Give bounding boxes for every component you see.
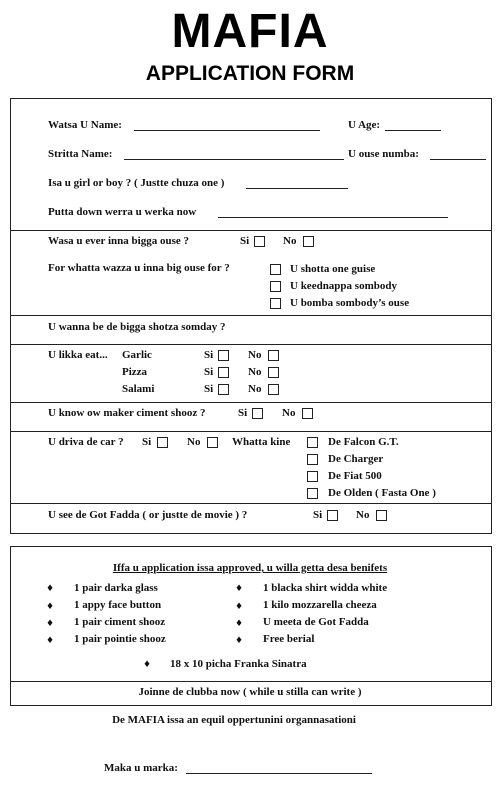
street-label: Stritta Name: — [48, 148, 113, 160]
bullet-icon: ♦ — [235, 619, 244, 629]
join-text: Joinne de clubba now ( while u stilla can write ) — [138, 686, 362, 698]
shoes-question: U know ow maker ciment shooz ? — [48, 407, 206, 419]
section-divider — [10, 344, 492, 345]
food-no-checkbox[interactable] — [268, 384, 279, 395]
age-label: U Age: — [348, 119, 381, 131]
car-kind-label: Whatta kine — [232, 436, 291, 448]
section-divider — [10, 230, 492, 231]
name-label: Watsa U Name: — [48, 119, 122, 131]
street-field[interactable] — [124, 159, 344, 160]
car-question: U driva de car ? — [48, 436, 124, 448]
benefit-item: 18 x 10 picha Franka Sinatra — [170, 658, 307, 670]
shoes-no-checkbox[interactable] — [302, 408, 313, 419]
godfather-question: U see de Got Fadda ( or justte de movie ) ? — [48, 509, 248, 521]
benefit-item: Free berial — [263, 633, 315, 645]
food-yes-checkbox[interactable] — [218, 384, 229, 395]
food-item: Pizza — [122, 366, 148, 378]
age-field[interactable] — [385, 130, 441, 131]
section-divider — [10, 503, 492, 504]
house-number-label: U ouse numba: — [348, 148, 419, 160]
food-yes-checkbox[interactable] — [218, 350, 229, 361]
benefit-item: U meeta de Got Fadda — [263, 616, 369, 628]
reason-label: U bomba sombody’s ouse — [290, 297, 410, 309]
no-label: No — [248, 366, 262, 378]
car-no-checkbox[interactable] — [207, 437, 218, 448]
yes-label: Si — [240, 235, 250, 247]
food-label: U likka eat... — [48, 349, 108, 361]
work-label: Putta down werra u werka now — [48, 206, 197, 218]
reason-label: U keednappa sombody — [290, 280, 397, 292]
gender-field[interactable] — [246, 188, 348, 189]
yes-label: Si — [142, 436, 152, 448]
car-kind-checkbox[interactable] — [307, 437, 318, 448]
reason-checkbox[interactable] — [270, 281, 281, 292]
shoes-yes-checkbox[interactable] — [252, 408, 263, 419]
no-label: No — [282, 407, 296, 419]
bullet-icon: ♦ — [46, 636, 55, 646]
benefit-item: 1 blacka shirt widda white — [263, 582, 388, 594]
bullet-icon: ♦ — [235, 602, 244, 612]
no-label: No — [248, 383, 262, 395]
bullet-icon: ♦ — [46, 619, 55, 629]
yes-label: Si — [238, 407, 248, 419]
godfather-no-checkbox[interactable] — [376, 510, 387, 521]
benefit-item: 1 pair ciment shooz — [74, 616, 166, 628]
food-item: Garlic — [122, 349, 152, 361]
section-divider — [10, 315, 492, 316]
reason-checkbox[interactable] — [270, 298, 281, 309]
mark-label: Maka u marka: — [104, 762, 178, 774]
section-divider — [10, 681, 492, 682]
prison-question: Wasa u ever inna bigga ouse ? — [48, 235, 189, 247]
food-yes-checkbox[interactable] — [218, 367, 229, 378]
equal-opportunity-text: De MAFIA issa an equil oppertunini organnasationi — [112, 714, 356, 726]
car-kind-checkbox[interactable] — [307, 454, 318, 465]
reason-label: U shotta one guise — [290, 263, 376, 275]
bullet-icon: ♦ — [46, 584, 55, 594]
form-main-box — [10, 98, 492, 534]
section-divider — [10, 402, 492, 403]
benefits-heading: Iffa u application issa approved, u willa getta desa benifets — [112, 562, 388, 574]
page-title: MAFIA — [171, 5, 329, 58]
benefit-item: 1 kilo mozzarella cheeza — [263, 599, 377, 611]
benefit-item: 1 appy face button — [74, 599, 162, 611]
yes-label: Si — [313, 509, 323, 521]
prison-no-checkbox[interactable] — [303, 236, 314, 247]
page-subtitle: APPLICATION FORM — [145, 62, 355, 85]
no-label: No — [248, 349, 262, 361]
bullet-icon: ♦ — [143, 660, 152, 670]
no-label: No — [356, 509, 370, 521]
benefit-item: 1 pair darka glass — [74, 582, 158, 594]
yes-label: Si — [204, 383, 214, 395]
car-kind-checkbox[interactable] — [307, 471, 318, 482]
bullet-icon: ♦ — [235, 584, 244, 594]
car-kind-label: De Olden ( Fasta One ) — [328, 487, 436, 499]
food-no-checkbox[interactable] — [268, 350, 279, 361]
car-kind-label: De Fiat 500 — [328, 470, 382, 482]
reason-checkbox[interactable] — [270, 264, 281, 275]
no-label: No — [283, 235, 297, 247]
section-divider — [10, 431, 492, 432]
yes-label: Si — [204, 366, 214, 378]
work-field[interactable] — [218, 217, 448, 218]
no-label: No — [187, 436, 201, 448]
yes-label: Si — [204, 349, 214, 361]
name-field[interactable] — [134, 130, 320, 131]
prison-reason-question: For whatta wazza u inna big ouse for ? — [48, 262, 230, 274]
godfather-yes-checkbox[interactable] — [327, 510, 338, 521]
food-item: Salami — [122, 383, 155, 395]
bullet-icon: ♦ — [235, 636, 244, 646]
gender-label: Isa u girl or boy ? ( Justte chuza one ) — [48, 177, 225, 189]
car-kind-label: De Falcon G.T. — [328, 436, 399, 448]
mark-field[interactable] — [186, 773, 372, 774]
bullet-icon: ♦ — [46, 602, 55, 612]
car-yes-checkbox[interactable] — [157, 437, 168, 448]
car-kind-label: De Charger — [328, 453, 384, 465]
benefit-item: 1 pair pointie shooz — [74, 633, 166, 645]
prison-yes-checkbox[interactable] — [254, 236, 265, 247]
house-number-field[interactable] — [430, 159, 486, 160]
car-kind-checkbox[interactable] — [307, 488, 318, 499]
ambition-question: U wanna be de bigga shotza somday ? — [48, 321, 226, 333]
food-no-checkbox[interactable] — [268, 367, 279, 378]
